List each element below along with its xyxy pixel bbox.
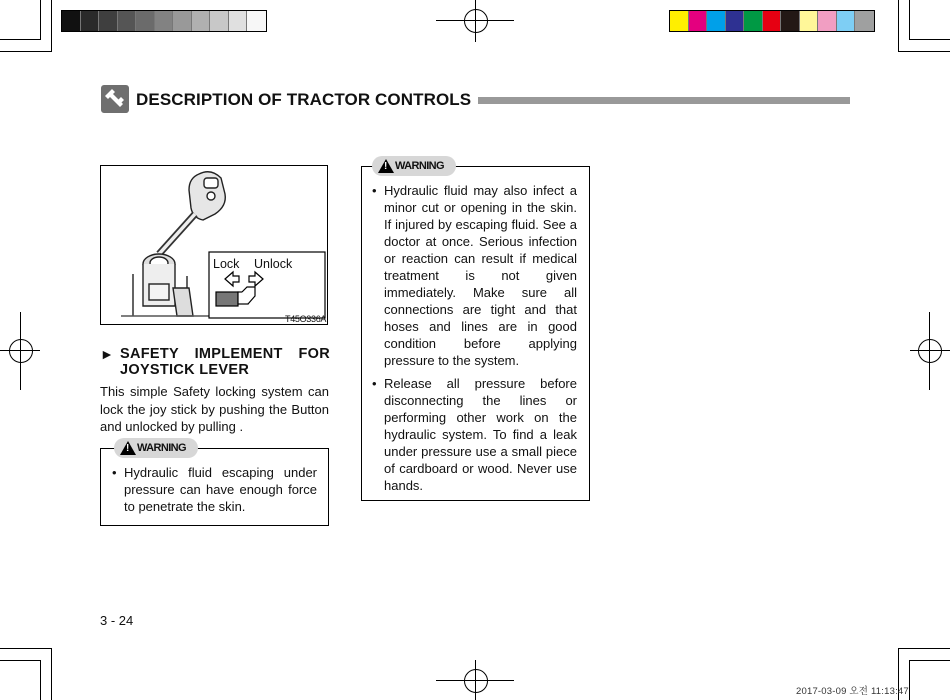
bullet-icon: • <box>372 183 377 198</box>
warning-item <box>112 464 317 515</box>
color-swatch <box>744 11 763 31</box>
crop-mark <box>51 0 52 52</box>
section-body: This simple Safety locking system can lock the joy stick by pushing the Button and unlocked by pulling . <box>100 384 329 434</box>
color-swatch <box>81 11 100 31</box>
registration-mark <box>918 339 942 363</box>
color-swatch <box>99 11 118 31</box>
gray-scale-bar <box>61 10 267 32</box>
page-number: 3 - 24 <box>100 613 134 628</box>
section-heading: SAFETY IMPLEMENT FOR JOYSTICK LEVER <box>120 346 330 378</box>
page-title: DESCRIPTION OF TRACTOR CONTROLS <box>136 90 472 109</box>
crop-mark <box>40 0 41 40</box>
crop-mark <box>910 39 950 40</box>
section-arrow: ► <box>100 346 114 362</box>
unlock-label: Unlock <box>254 257 293 271</box>
color-control-bar <box>669 10 875 32</box>
registration-mark <box>464 9 488 33</box>
bullet-icon: • <box>372 376 377 391</box>
crop-mark <box>909 660 910 700</box>
color-swatch <box>763 11 782 31</box>
color-swatch <box>781 11 800 31</box>
figure-code: T45O336A <box>285 314 327 324</box>
crop-mark <box>0 660 40 661</box>
warning-text: Release all pressure before disconnecting the lines or performing other work on the hydraulic system. To find a leak under pressure use a small piece of cardboard or wood. Never use hands. <box>384 376 577 493</box>
color-swatch <box>670 11 689 31</box>
warning-triangle-icon: ! <box>120 441 136 455</box>
warning-label: WARNING <box>395 160 444 172</box>
bullet-icon: • <box>112 465 117 480</box>
crop-mark <box>898 51 950 52</box>
header-rule <box>478 97 850 104</box>
warning-item <box>372 375 577 494</box>
color-swatch <box>62 11 81 31</box>
warning-label: WARNING <box>137 442 186 454</box>
crop-mark <box>909 0 910 40</box>
crop-mark <box>40 660 41 700</box>
crop-mark <box>910 660 950 661</box>
color-swatch <box>707 11 726 31</box>
color-swatch <box>855 11 874 31</box>
warning-badge <box>114 438 198 458</box>
warning-triangle-icon: ! <box>378 159 394 173</box>
crop-mark <box>898 648 950 649</box>
registration-mark <box>464 669 488 693</box>
color-swatch <box>837 11 856 31</box>
crop-mark <box>51 648 52 700</box>
color-swatch <box>192 11 211 31</box>
color-swatch <box>155 11 174 31</box>
crop-mark <box>0 51 52 52</box>
joystick-illustration <box>100 165 328 325</box>
crop-mark <box>0 39 40 40</box>
color-swatch <box>247 11 266 31</box>
color-swatch <box>136 11 155 31</box>
print-timestamp: 2017-03-09 오전 11:13:47 <box>796 686 909 697</box>
warning-text: Hydraulic fluid may also infect a minor cut or opening in the skin. If injured by escaping fluid. See a doctor at once. Serious infection or reaction can result if medical treatment is not given immediately. Make sure all connections are tight and that hoses and lines are in good condition before applying pressure to the system. <box>384 183 577 368</box>
crop-mark <box>898 0 899 52</box>
color-swatch <box>210 11 229 31</box>
color-swatch <box>726 11 745 31</box>
color-swatch <box>800 11 819 31</box>
lock-label: Lock <box>213 257 240 271</box>
warning-text: Hydraulic fluid escaping under pressure can have enough force to penetrate the skin. <box>124 465 317 514</box>
color-swatch <box>118 11 137 31</box>
color-swatch <box>173 11 192 31</box>
color-swatch <box>689 11 708 31</box>
color-swatch <box>229 11 248 31</box>
registration-mark <box>9 339 33 363</box>
crop-mark <box>0 648 52 649</box>
wrench-key-icon <box>101 85 129 113</box>
warning-badge <box>372 156 456 176</box>
color-swatch <box>818 11 837 31</box>
warning-item <box>372 182 577 369</box>
